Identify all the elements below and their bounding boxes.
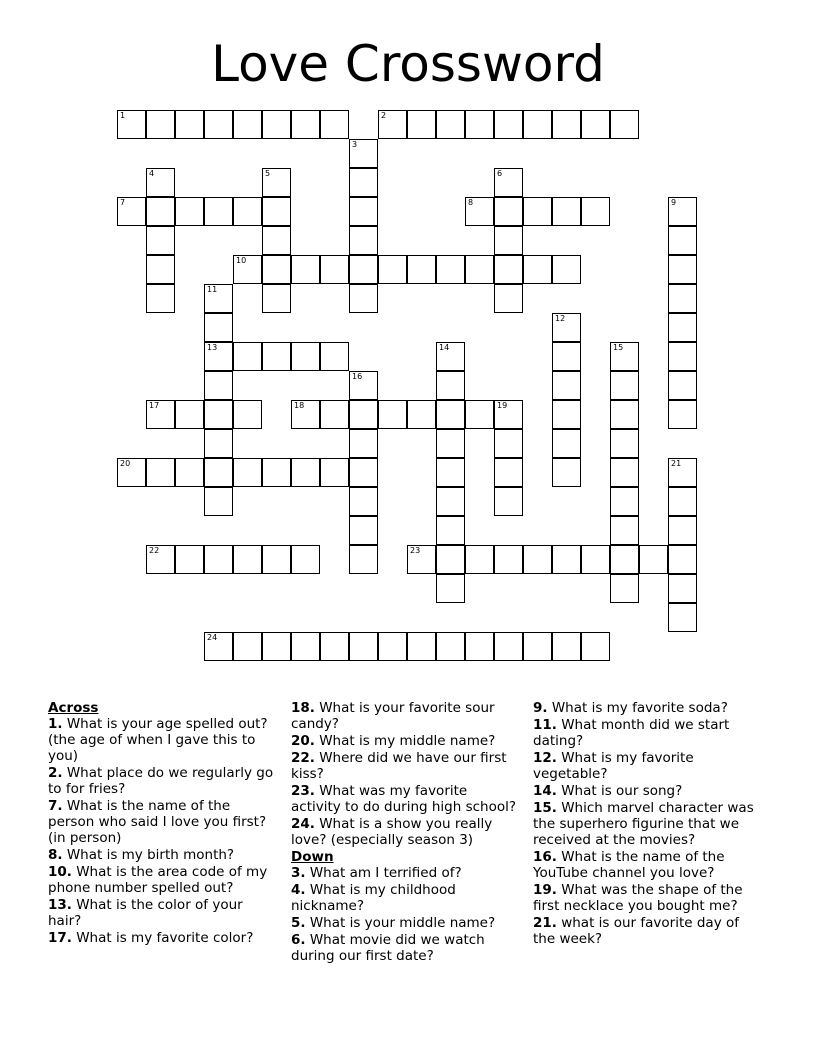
grid-cell[interactable]	[552, 197, 581, 226]
grid-cell[interactable]	[175, 400, 204, 429]
grid-cell[interactable]	[146, 255, 175, 284]
grid-cell[interactable]	[552, 545, 581, 574]
clue-item-number: 6.	[291, 932, 306, 948]
clue-item-text: What movie did we watch during our first date?	[291, 932, 485, 964]
clue-number: 23	[410, 546, 421, 555]
clue-number: 13	[207, 343, 218, 352]
grid-cell[interactable]	[436, 574, 465, 603]
clue-item	[291, 783, 517, 815]
grid-cell[interactable]	[262, 255, 291, 284]
grid-cell[interactable]	[117, 110, 146, 139]
grid-cell[interactable]	[320, 400, 349, 429]
grid-cell[interactable]	[465, 110, 494, 139]
grid-cell[interactable]	[436, 516, 465, 545]
grid-cell[interactable]	[175, 545, 204, 574]
clue-item	[533, 800, 761, 848]
grid-cell[interactable]	[204, 284, 233, 313]
clue-item	[533, 750, 761, 782]
grid-cell[interactable]	[494, 284, 523, 313]
grid-cell[interactable]	[436, 429, 465, 458]
clue-item	[533, 717, 761, 749]
grid-cell[interactable]	[146, 545, 175, 574]
grid-cell[interactable]	[436, 545, 465, 574]
clue-item-text: What place do we regularly go to for fries?	[48, 765, 274, 797]
clue-item-number: 17.	[48, 930, 72, 946]
grid-cell[interactable]	[262, 110, 291, 139]
clue-number: 15	[613, 343, 624, 352]
grid-cell[interactable]	[668, 313, 697, 342]
grid-cell[interactable]	[610, 371, 639, 400]
grid-cell[interactable]	[262, 197, 291, 226]
grid-cell[interactable]	[581, 545, 610, 574]
grid-cell[interactable]	[407, 545, 436, 574]
grid-cell[interactable]	[610, 458, 639, 487]
grid-cell[interactable]	[262, 458, 291, 487]
clue-number: 11	[207, 285, 218, 294]
grid-cell[interactable]	[523, 632, 552, 661]
grid-cell[interactable]	[523, 545, 552, 574]
clue-item-number: 1.	[48, 716, 63, 732]
clue-item	[291, 700, 517, 732]
clue-item-text: What is a show you really love? (especially season 3)	[291, 816, 493, 848]
clue-item-text: What am I terrified of?	[305, 865, 462, 881]
grid-cell[interactable]	[581, 632, 610, 661]
clue-item	[48, 864, 274, 896]
clue-item	[291, 816, 517, 848]
clue-item	[533, 700, 761, 716]
clue-number: 20	[120, 459, 131, 468]
grid-cell[interactable]	[204, 458, 233, 487]
grid-cell[interactable]	[668, 342, 697, 371]
grid-cell[interactable]	[523, 197, 552, 226]
clue-number: 18	[294, 401, 305, 410]
grid-cell[interactable]	[523, 255, 552, 284]
grid-cell[interactable]	[407, 110, 436, 139]
grid-cell[interactable]	[581, 197, 610, 226]
clue-item-text: What is your favorite sour candy?	[291, 700, 495, 732]
clue-item-text: What is our song?	[556, 783, 683, 799]
grid-cell[interactable]	[581, 110, 610, 139]
down-clues-column-3	[533, 700, 761, 948]
clue-number: 17	[149, 401, 160, 410]
clue-number: 16	[352, 372, 363, 381]
grid-cell[interactable]	[494, 632, 523, 661]
grid-cell[interactable]	[610, 574, 639, 603]
clue-item-number: 7.	[48, 798, 63, 814]
grid-cell[interactable]	[233, 110, 262, 139]
grid-cell[interactable]	[465, 632, 494, 661]
clue-item-number: 18.	[291, 700, 315, 716]
grid-cell[interactable]	[320, 110, 349, 139]
grid-cell[interactable]	[204, 545, 233, 574]
grid-cell[interactable]	[146, 226, 175, 255]
grid-cell[interactable]	[146, 110, 175, 139]
clue-item-number: 14.	[533, 783, 557, 799]
grid-cell[interactable]	[610, 487, 639, 516]
grid-cell[interactable]	[668, 255, 697, 284]
grid-cell[interactable]	[668, 545, 697, 574]
grid-cell[interactable]	[552, 632, 581, 661]
clue-item	[48, 897, 274, 929]
clue-item-number: 20.	[291, 733, 315, 749]
clue-number: 19	[497, 401, 508, 410]
grid-cell[interactable]	[349, 400, 378, 429]
grid-cell[interactable]	[407, 400, 436, 429]
clue-number: 22	[149, 546, 160, 555]
clue-number: 2	[381, 111, 387, 120]
clue-item	[48, 765, 274, 797]
clue-number: 6	[497, 169, 503, 178]
grid-cell[interactable]	[204, 371, 233, 400]
grid-cell[interactable]	[465, 197, 494, 226]
clue-item	[533, 783, 761, 799]
grid-cell[interactable]	[668, 516, 697, 545]
clue-item-text: What is my birth month?	[62, 847, 235, 863]
grid-cell[interactable]	[552, 458, 581, 487]
grid-cell[interactable]	[494, 458, 523, 487]
grid-cell[interactable]	[349, 197, 378, 226]
clue-item-text: What is my childhood nickname?	[291, 882, 456, 914]
clue-item	[533, 915, 761, 947]
grid-cell[interactable]	[494, 545, 523, 574]
clue-item	[48, 930, 274, 946]
clue-number: 7	[120, 198, 126, 207]
clue-item-text: Which marvel character was the superhero figurine that we received at the movies?	[533, 800, 754, 848]
grid-cell[interactable]	[610, 110, 639, 139]
grid-cell[interactable]	[668, 603, 697, 632]
grid-cell[interactable]	[378, 255, 407, 284]
grid-cell[interactable]	[233, 458, 262, 487]
grid-cell[interactable]	[204, 400, 233, 429]
clue-item-text: What is the name of the person who said I love you first? (in person)	[48, 798, 267, 846]
grid-cell[interactable]	[146, 458, 175, 487]
grid-cell[interactable]	[175, 197, 204, 226]
grid-cell[interactable]	[436, 458, 465, 487]
grid-cell[interactable]	[175, 458, 204, 487]
clue-item-number: 23.	[291, 783, 315, 799]
grid-cell[interactable]	[175, 110, 204, 139]
grid-cell[interactable]	[233, 342, 262, 371]
grid-cell[interactable]	[552, 313, 581, 342]
grid-cell[interactable]	[465, 255, 494, 284]
grid-cell[interactable]	[610, 429, 639, 458]
grid-cell[interactable]	[436, 255, 465, 284]
grid-cell[interactable]	[204, 110, 233, 139]
clue-item-number: 11.	[533, 717, 557, 733]
grid-cell[interactable]	[320, 342, 349, 371]
grid-cell[interactable]	[436, 632, 465, 661]
clue-item-number: 10.	[48, 864, 72, 880]
clue-item-number: 15.	[533, 800, 557, 816]
clue-number: 10	[236, 256, 247, 265]
grid-cell[interactable]	[610, 516, 639, 545]
grid-cell[interactable]	[494, 226, 523, 255]
grid-cell[interactable]	[552, 255, 581, 284]
grid-cell[interactable]	[291, 342, 320, 371]
clue-item	[48, 798, 274, 846]
grid-cell[interactable]	[610, 342, 639, 371]
clue-item-text: What is my favorite color?	[71, 930, 254, 946]
clue-item-text: What was the shape of the first necklace you bought me?	[533, 882, 743, 914]
grid-cell[interactable]	[494, 197, 523, 226]
clue-item-text: What is my middle name?	[314, 733, 496, 749]
grid-cell[interactable]	[349, 429, 378, 458]
grid-cell[interactable]	[494, 110, 523, 139]
clue-number: 5	[265, 169, 271, 178]
clue-item-number: 8.	[48, 847, 63, 863]
clue-item-text: What is the name of the YouTube channel you love?	[533, 849, 725, 881]
grid-cell[interactable]	[291, 110, 320, 139]
grid-cell[interactable]	[291, 255, 320, 284]
grid-cell[interactable]	[262, 342, 291, 371]
grid-cell[interactable]	[320, 632, 349, 661]
down-heading: Down	[291, 849, 334, 865]
grid-cell[interactable]	[552, 400, 581, 429]
grid-cell[interactable]	[668, 226, 697, 255]
grid-cell[interactable]	[349, 255, 378, 284]
clue-item-text: What is my favorite vegetable?	[533, 750, 694, 782]
grid-cell[interactable]	[378, 110, 407, 139]
grid-cell[interactable]	[494, 429, 523, 458]
grid-cell[interactable]	[494, 168, 523, 197]
across-heading: Across	[48, 700, 99, 716]
grid-cell[interactable]	[494, 487, 523, 516]
clue-number: 14	[439, 343, 450, 352]
grid-cell[interactable]	[668, 400, 697, 429]
grid-cell[interactable]	[291, 458, 320, 487]
grid-cell[interactable]	[523, 110, 552, 139]
clue-item-number: 24.	[291, 816, 315, 832]
grid-cell[interactable]	[610, 545, 639, 574]
grid-cell[interactable]	[291, 632, 320, 661]
clue-number: 1	[120, 111, 126, 120]
grid-cell[interactable]	[204, 313, 233, 342]
grid-cell[interactable]	[668, 458, 697, 487]
grid-cell[interactable]	[436, 371, 465, 400]
grid-cell[interactable]	[117, 197, 146, 226]
clue-item	[291, 932, 517, 964]
grid-cell[interactable]	[204, 429, 233, 458]
grid-cell[interactable]	[349, 545, 378, 574]
grid-cell[interactable]	[436, 342, 465, 371]
grid-cell[interactable]	[639, 545, 668, 574]
grid-cell[interactable]	[262, 632, 291, 661]
clue-number: 21	[671, 459, 682, 468]
clue-item-text: What is your age spelled out? (the age of when I gave this to you)	[48, 716, 268, 764]
grid-cell[interactable]	[349, 458, 378, 487]
clue-item-number: 13.	[48, 897, 72, 913]
grid-cell[interactable]	[668, 197, 697, 226]
grid-cell[interactable]	[204, 632, 233, 661]
clue-number: 3	[352, 140, 358, 149]
grid-cell[interactable]	[494, 400, 523, 429]
grid-cell[interactable]	[320, 458, 349, 487]
clue-item	[291, 733, 517, 749]
grid-cell[interactable]	[349, 284, 378, 313]
grid-cell[interactable]	[465, 400, 494, 429]
clue-item	[291, 915, 517, 931]
clue-item	[291, 865, 517, 881]
grid-cell[interactable]	[233, 197, 262, 226]
grid-cell[interactable]	[233, 400, 262, 429]
grid-cell[interactable]	[349, 371, 378, 400]
grid-cell[interactable]	[349, 168, 378, 197]
clue-item	[48, 716, 274, 764]
grid-cell[interactable]	[436, 400, 465, 429]
clue-item-text: What month did we start dating?	[533, 717, 730, 749]
clue-item-number: 3.	[291, 865, 306, 881]
grid-cell[interactable]	[204, 487, 233, 516]
grid-cell[interactable]	[407, 632, 436, 661]
grid-cell[interactable]	[378, 632, 407, 661]
grid-cell[interactable]	[378, 400, 407, 429]
clue-number: 12	[555, 314, 566, 323]
clue-number: 8	[468, 198, 474, 207]
clue-item-number: 5.	[291, 915, 306, 931]
clue-item	[533, 882, 761, 914]
grid-cell[interactable]	[436, 487, 465, 516]
grid-cell[interactable]	[262, 226, 291, 255]
grid-cell[interactable]	[233, 545, 262, 574]
clue-item	[48, 847, 274, 863]
clue-item-text: What is the area code of my phone number spelled out?	[48, 864, 268, 896]
grid-cell[interactable]	[494, 255, 523, 284]
grid-cell[interactable]	[262, 168, 291, 197]
grid-cell[interactable]	[349, 487, 378, 516]
grid-cell[interactable]	[552, 342, 581, 371]
grid-cell[interactable]	[349, 226, 378, 255]
page-title: Love Crossword	[211, 35, 605, 93]
clue-item-number: 12.	[533, 750, 557, 766]
grid-cell[interactable]	[204, 342, 233, 371]
grid-cell[interactable]	[610, 400, 639, 429]
grid-cell[interactable]	[349, 632, 378, 661]
grid-cell[interactable]	[668, 284, 697, 313]
clue-number: 24	[207, 633, 218, 642]
clue-item-text: what is our favorite day of the week?	[533, 915, 740, 947]
clue-item-text: What is the color of your hair?	[48, 897, 243, 929]
grid-cell[interactable]	[262, 284, 291, 313]
grid-cell[interactable]	[407, 255, 436, 284]
clue-number: 4	[149, 169, 155, 178]
clue-item-number: 22.	[291, 750, 315, 766]
grid-cell[interactable]	[146, 197, 175, 226]
grid-cell[interactable]	[552, 429, 581, 458]
grid-cell[interactable]	[668, 371, 697, 400]
grid-cell[interactable]	[349, 139, 378, 168]
clue-item-number: 2.	[48, 765, 63, 781]
clue-item-number: 16.	[533, 849, 557, 865]
clue-item-text: What is your middle name?	[305, 915, 496, 931]
grid-cell[interactable]	[349, 516, 378, 545]
grid-cell[interactable]	[436, 110, 465, 139]
grid-cell[interactable]	[233, 632, 262, 661]
grid-cell[interactable]	[233, 255, 262, 284]
clue-item	[533, 849, 761, 881]
clue-item-text: What is my favorite soda?	[547, 700, 728, 716]
across-clues-column-1	[48, 700, 274, 947]
grid-cell[interactable]	[668, 487, 697, 516]
grid-cell[interactable]	[552, 110, 581, 139]
grid-cell[interactable]	[320, 255, 349, 284]
clues-column-2	[291, 700, 517, 965]
clue-item-text: What was my favorite activity to do during high school?	[291, 783, 517, 815]
grid-cell[interactable]	[117, 458, 146, 487]
grid-cell[interactable]	[146, 168, 175, 197]
grid-cell[interactable]	[146, 400, 175, 429]
grid-cell[interactable]	[146, 284, 175, 313]
clue-item	[291, 750, 517, 782]
grid-cell[interactable]	[552, 371, 581, 400]
clue-item-number: 21.	[533, 915, 557, 931]
grid-cell[interactable]	[465, 545, 494, 574]
clue-item-text: Where did we have our first kiss?	[291, 750, 507, 782]
grid-cell[interactable]	[668, 574, 697, 603]
grid-cell[interactable]	[204, 197, 233, 226]
grid-cell[interactable]	[262, 545, 291, 574]
grid-cell[interactable]	[291, 400, 320, 429]
clue-item-number: 19.	[533, 882, 557, 898]
clue-item	[291, 882, 517, 914]
clue-number: 9	[671, 198, 677, 207]
clue-item-number: 9.	[533, 700, 548, 716]
clue-item-number: 4.	[291, 882, 306, 898]
grid-cell[interactable]	[291, 545, 320, 574]
